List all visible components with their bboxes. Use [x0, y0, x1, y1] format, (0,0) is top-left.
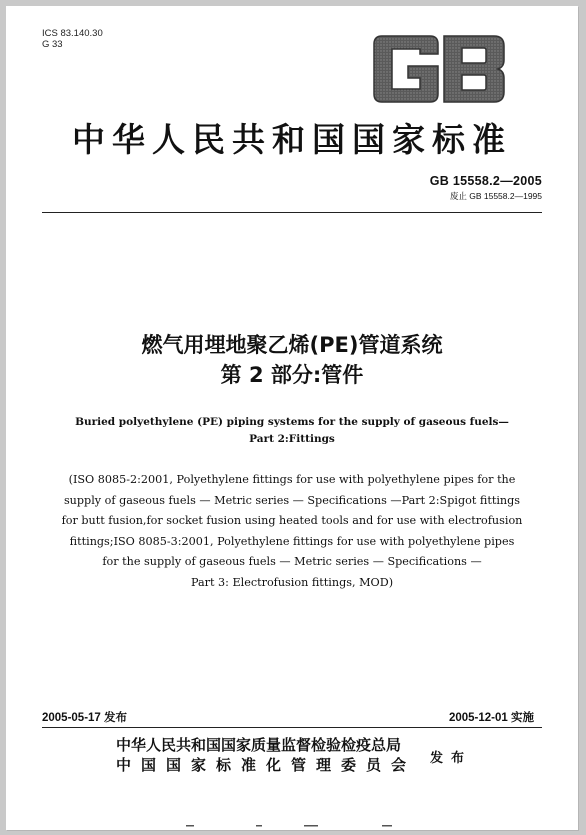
iso-reference	[34, 470, 550, 593]
english-title-line-1: Buried polyethylene (PE) piping systems for the supply of gaseous fuels—	[75, 416, 509, 428]
iso-reference-line-2: supply of gaseous fuels — Metric series — Specifications —Part 2:Spigot fittings	[63, 493, 521, 507]
iso-reference-line-4: fittings;ISO 8085-3:2001, Polyethylene fittings for use with polyethylene pipes	[69, 534, 515, 548]
issuing-authorities	[116, 735, 416, 775]
publish-label: 发布	[430, 751, 473, 766]
classification-codes	[42, 28, 103, 50]
scan-artifact-marks	[186, 824, 396, 828]
iso-reference-line-3: for butt fusion,for socket fusion using heated tools and for use with electrofusion	[61, 514, 523, 527]
footer-divider	[42, 727, 542, 728]
chinese-title-line-2: 第 2 部分:管件	[220, 363, 364, 387]
scan-mark	[304, 825, 318, 827]
english-title	[6, 414, 578, 448]
gb-logo-g-shape	[374, 36, 438, 102]
document-page	[6, 6, 578, 830]
issue-date: 2005-05-17 发布	[42, 712, 128, 724]
scan-mark	[256, 825, 262, 827]
issuer-line-2: 中国国家标准化管理委员会	[116, 756, 417, 774]
iso-reference-line-5: for the supply of gaseous fuels — Metric series — Specifications —	[102, 555, 482, 568]
ccs-code: G 33	[42, 39, 63, 50]
implementation-date: 2005-12-01 实施	[448, 712, 534, 724]
iso-reference-line-1: (ISO 8085-2:2001, Polyethylene fittings for use with polyethylene pipes for the	[68, 473, 516, 486]
ics-code: ICS 83.140.30	[42, 28, 103, 39]
iso-reference-line-6: Part 3: Electrofusion fittings, MOD)	[190, 575, 394, 589]
standard-number-block	[430, 174, 542, 202]
gb-logo	[368, 32, 510, 106]
english-title-line-2: Part 2:Fittings	[249, 433, 335, 445]
standard-number: GB 15558.2—2005	[429, 174, 542, 188]
issuer-line-1: 中华人民共和国国家质量监督检验检疫总局	[116, 736, 402, 754]
chinese-title-line-1: 燃气用埋地聚乙烯(PE)管道系统	[141, 333, 443, 357]
scan-mark	[382, 825, 392, 827]
header-divider	[42, 212, 542, 213]
replaced-standard: 废止 GB 15558.2—1995	[449, 191, 542, 201]
scan-mark	[186, 825, 194, 827]
gb-logo-b-shape	[444, 36, 504, 102]
standard-title: 中华人民共和国国家标准	[72, 120, 512, 159]
chinese-title	[6, 330, 578, 390]
